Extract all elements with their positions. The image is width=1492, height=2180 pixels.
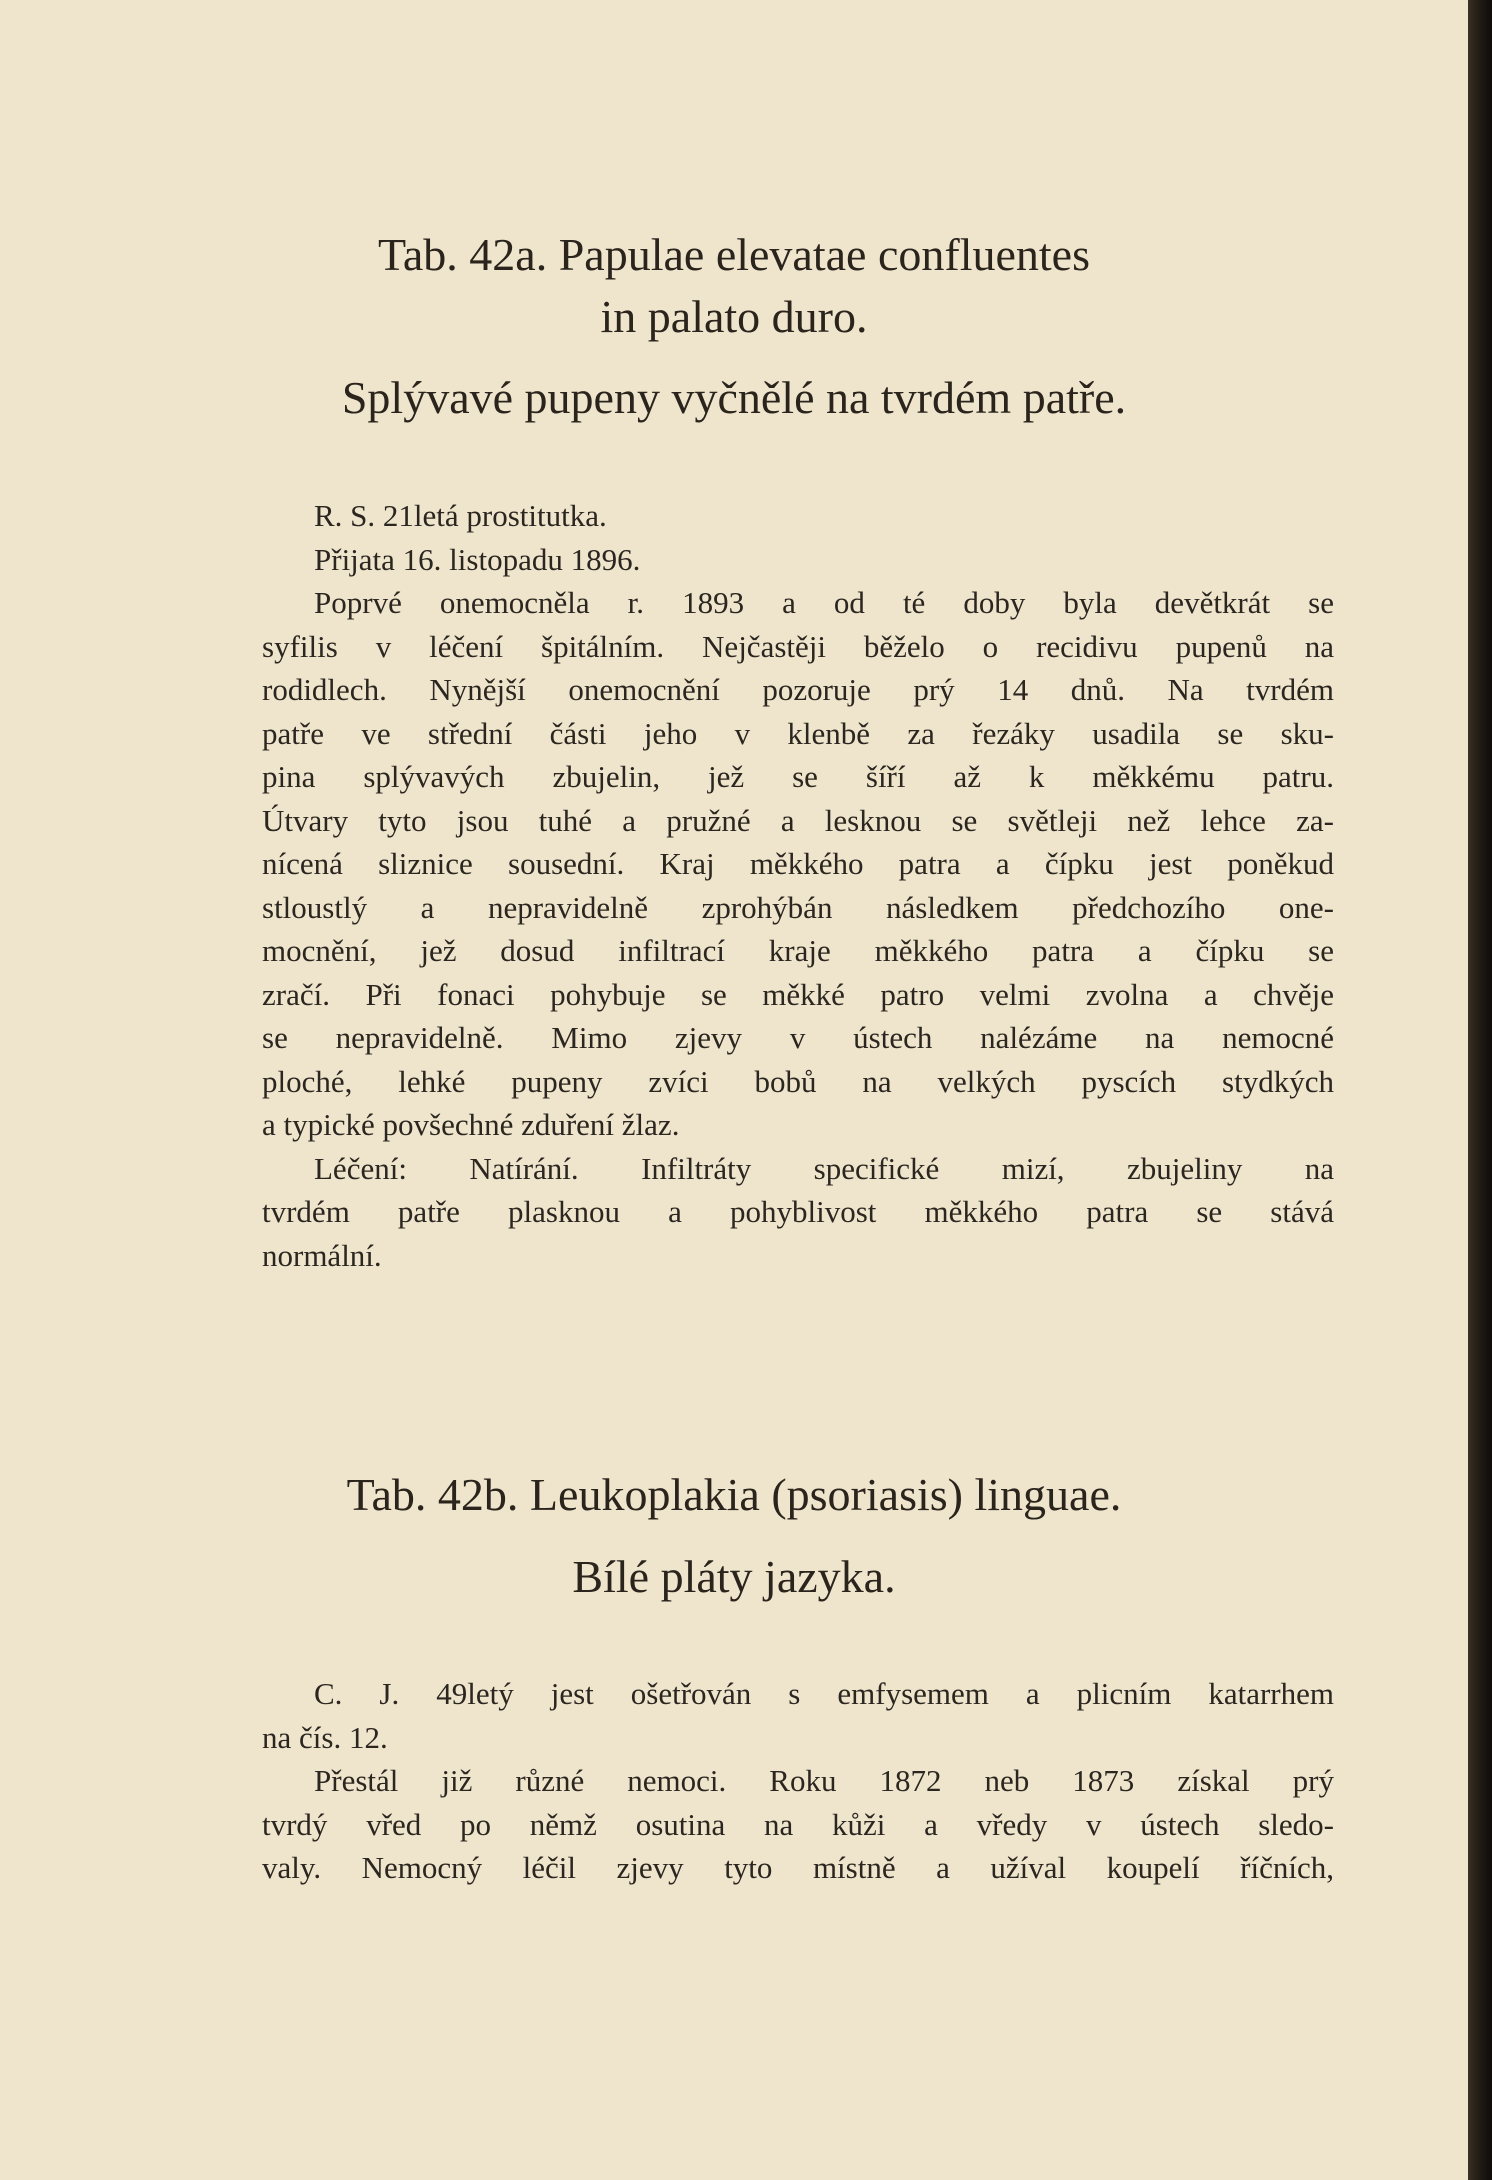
text-line: Útvary tyto jsou tuhé a pružné a lesknou se světleji než lehce za- [262,802,1334,838]
text-line: pina splývavých zbujelin, jež se šíří až k měkkému patru. [262,759,1334,794]
text-line: Přijata 16. listopadu 1896. [314,541,641,577]
section-a-title-line2: in palato duro. [600,291,868,342]
text-line: normální. [262,1237,382,1273]
text-line: ploché, lehké pupeny zvíci bobů na velkých pyscích stydkých [262,1063,1334,1099]
text-line: Poprvé onemocněla r. 1893 a od té doby byla devětkrát se [314,585,1334,620]
text-line: Léčení: Natírání. Infiltráty specifické mizí, zbujeliny na [314,1150,1334,1186]
text-line: rodidlech. Nynější onemocnění pozoruje prý 14 dnů. Na tvrdém [262,672,1334,707]
text-line: stloustlý a nepravidelně zprohýbán následkem předchozího one- [262,889,1334,925]
text-line: tvrdý vřed po němž osutina na kůži a vředy v ústech sledo- [262,1806,1334,1842]
section-b-czech-title: Bílé pláty jazyka. [572,1551,896,1602]
section-a-body [262,494,1334,1277]
text-line: se nepravidelně. Mimo zjevy v ústech nalézáme na nemocné [262,1020,1334,1055]
text-line: tvrdém patře plasknou a pohyblivost měkkého patra se stává [262,1194,1334,1229]
text-line: syfilis v léčení špitálním. Nejčastěji běželo o recidivu pupenů na [262,628,1334,664]
section-b-body [262,1672,1334,1890]
text-line: Přestál již různé nemoci. Roku 1872 neb 1873 získal prý [314,1763,1334,1798]
text-line: na čís. 12. [262,1719,388,1755]
page-binding-edge [1468,0,1492,2180]
text-line: a typické povšechné zduření žlaz. [262,1107,680,1142]
text-line: zračí. Při fonaci pohybuje se měkké patro velmi zvolna a chvěje [262,976,1334,1012]
text-line: C. J. 49letý jest ošetřován s emfysemem a plicním katarrhem [314,1676,1334,1711]
section-b-title-line1: Tab. 42b. Leukoplakia (psoriasis) linguae. [346,1469,1122,1520]
text-line: valy. Nemocný léčil zjevy tyto místně a užíval koupelí říčních, [262,1850,1334,1885]
section-a-title-line1: Tab. 42a. Papulae elevatae confluentes [377,229,1090,280]
text-line: nícená sliznice sousední. Kraj měkkého patra a čípku jest poněkud [262,846,1334,881]
section-a-czech-title: Splývavé pupeny vyčnělé na tvrdém patře. [341,372,1127,423]
text-line: mocnění, jež dosud infiltrací kraje měkkého patra a čípku se [262,933,1334,968]
text-line: R. S. 21letá prostitutka. [314,498,607,533]
text-line: patře ve střední části jeho v klenbě za řezáky usadila se sku- [262,715,1334,751]
